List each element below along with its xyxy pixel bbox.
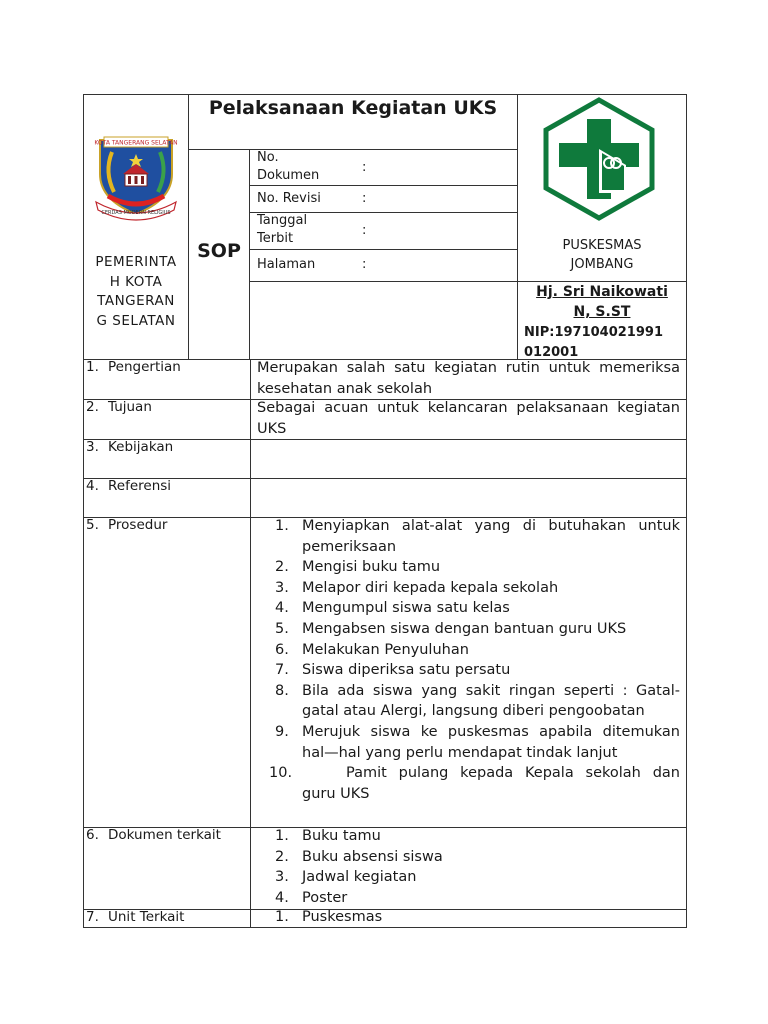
list-item: 3. Jadwal kegiatan — [275, 869, 417, 886]
list-item: 2. Buku absensi siswa — [275, 848, 443, 865]
doc-field-label-no-revisi: No. Revisi — [257, 191, 321, 206]
list-item: 8. Bila ada siswa yang sakit ringan seperti : Gatal- gatal atau Alergi, langsung diberi pengoobatan — [275, 682, 680, 720]
list-item: 1. Buku tamu — [275, 828, 381, 844]
row-label-kebijakan: 3. Kebijakan — [86, 439, 174, 455]
tujuan-text: Sebagai acuan untuk kelancaran pelaksanaan kegiatan UKS — [257, 400, 680, 437]
list-item: 4. Poster — [275, 889, 348, 906]
row-label-prosedur: 5. Prosedur — [86, 517, 168, 533]
pengertian-text: Merupakan salah satu kegiatan rutin untuk memeriksa kesehatan anak sekolah — [257, 360, 680, 397]
unit-list — [275, 908, 680, 927]
dokumen-list — [275, 826, 680, 908]
logo-banner-text: KOTA TANGERANG SELATAN — [94, 139, 178, 147]
row-label-cell — [83, 517, 251, 828]
row-label-referensi: 4. Referensi — [86, 478, 172, 494]
puskesmas-logo — [542, 97, 656, 221]
doc-field-value: : — [362, 191, 367, 206]
signatory-nip: NIP:197104021991 012001 — [524, 325, 663, 360]
list-item: 10. Pamit pulang kepada Kepala sekolah dan guru UKS — [269, 765, 680, 802]
doc-field-label-halaman: Halaman — [257, 257, 316, 272]
blank-cell — [249, 281, 518, 360]
row-label-tujuan: 2. Tujuan — [86, 399, 152, 415]
page-title: Pelaksanaan Kegiatan UKS — [208, 97, 498, 119]
row-content-cell — [250, 439, 687, 479]
list-item: 7. Siswa diperiksa satu persatu — [275, 662, 511, 679]
list-item: 9. Merujuk siswa ke puskesmas apabila ditemukan hal—hal yang perlu mendapat tindak lanjut — [275, 723, 680, 761]
list-item: 1. Puskesmas — [275, 909, 383, 925]
doc-field-label-no-dokumen: No. Dokumen — [257, 150, 320, 183]
logo-motto-text: CERDAS MODERN RELIGIUS — [101, 210, 171, 216]
doc-field-value: : — [362, 223, 367, 238]
list-item: 2. Mengisi buku tamu — [275, 559, 441, 576]
right-org-name: PUSKESMAS JOMBANG — [562, 238, 642, 272]
list-item: 4. Mengumpul siswa satu kelas — [275, 600, 510, 617]
doc-field-value: : — [362, 257, 367, 272]
city-emblem-logo — [90, 134, 182, 222]
sop-label: SOP — [197, 240, 241, 262]
signatory-name: Hj. Sri Naikowati N, S.ST — [536, 284, 668, 320]
list-item: 3. Melapor diri kepada kepala sekolah — [275, 579, 559, 596]
row-label-unit-terkait: 7. Unit Terkait — [86, 909, 185, 925]
row-label-dokumen-terkait: 6. Dokumen terkait — [86, 827, 221, 843]
list-item: 1. Menyiapkan alat-alat yang di butuhakan untuk pemeriksaan — [275, 518, 680, 555]
row-content-cell — [250, 478, 687, 518]
doc-field-value: : — [362, 160, 367, 175]
doc-field-label-tanggal-terbit: Tanggal Terbit — [257, 213, 308, 246]
list-item: 6. Melakukan Penyuluhan — [275, 641, 469, 658]
row-label-pengertian: 1. Pengertian — [86, 359, 181, 375]
prosedur-list — [269, 516, 680, 804]
left-org-name: PEMERINTA H KOTA TANGERAN G SELATAN — [95, 254, 177, 329]
list-item: 5. Mengabsen siswa dengan bantuan guru UKS — [275, 620, 627, 637]
